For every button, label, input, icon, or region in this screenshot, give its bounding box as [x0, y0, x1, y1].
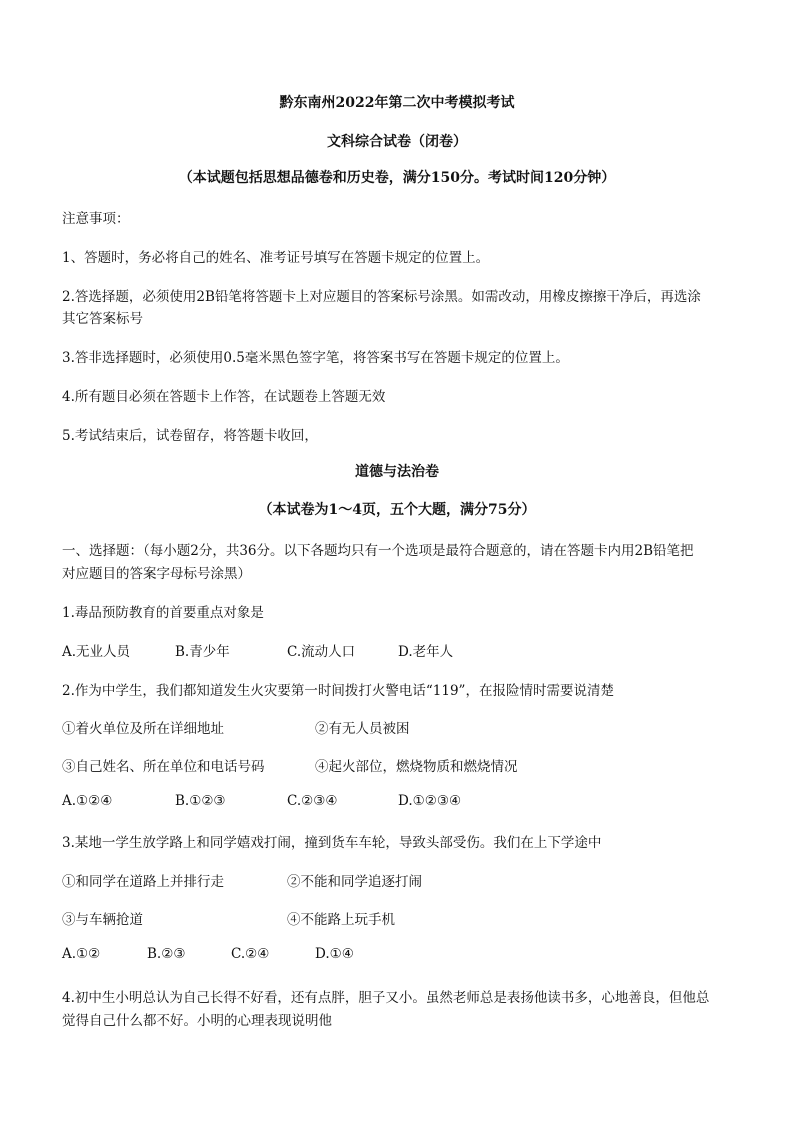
question-2-statement-1: ①着火单位及所在详细地址 — [62, 721, 224, 737]
notice-item-4: 4.所有题目必须在答题卡上作答，在试题卷上答题无效 — [62, 389, 386, 405]
question-2-statement-4: ④起火部位，燃烧物质和燃烧情况 — [315, 759, 518, 775]
question-3-option-a: A.①② — [62, 946, 101, 962]
question-3-statement-3: ③与车辆抢道 — [62, 912, 143, 928]
notice-item-2-line-2: 其它答案标号 — [62, 311, 143, 327]
question-1-option-b: B.青少年 — [175, 644, 230, 660]
question-1-option-d: D.老年人 — [398, 644, 454, 660]
question-4-stem-line-2: 觉得自己什么都不好。小明的心理表现说明他 — [62, 1013, 332, 1029]
question-3-statement-4: ④不能路上玩手机 — [287, 912, 395, 928]
question-2-statement-2: ②有无人员被困 — [315, 721, 410, 737]
question-3-option-b: B.②③ — [147, 946, 186, 962]
question-3-statement-1: ①和同学在道路上并排行走 — [62, 874, 224, 890]
question-2-option-d: D.①②③④ — [398, 793, 462, 809]
notice-item-1: 1、答题时，务必将自己的姓名、准考证号填写在答题卡规定的位置上。 — [62, 250, 490, 266]
question-1-option-c: C.流动人口 — [287, 644, 356, 660]
notice-heading: 注意事项： — [62, 211, 130, 227]
notice-item-2-line-1: 2.答选择题，必须使用2B铅笔将答题卡上对应题目的答案标号涂黑。如需改动，用橡皮擦擦干净后，再选涂 — [62, 289, 701, 305]
question-2-statement-3: ③自己姓名、所在单位和电话号码 — [62, 759, 265, 775]
question-3-statement-2: ②不能和同学追逐打闹 — [287, 874, 422, 890]
question-1-stem: 1.毒品预防教育的首要重点对象是 — [62, 605, 264, 621]
question-2-option-c: C.②③④ — [287, 793, 338, 809]
paper-title: 文科综合试卷（闭卷） — [327, 134, 467, 150]
paper-note: （本试题包括思想品德卷和历史卷，满分150分。考试时间120分钟） — [178, 170, 616, 186]
question-3-option-c: C.②④ — [231, 946, 270, 962]
question-3-stem: 3.某地一学生放学路上和同学嬉戏打闹，撞到货车车轮，导致头部受伤。我们在上下学途中 — [62, 835, 602, 851]
notice-item-3: 3.答非选择题时，必须使用0.5毫米黑色签字笔，将答案书写在答题卡规定的位置上。 — [62, 350, 569, 366]
exam-title: 黔东南州2022年第二次中考模拟考试 — [279, 95, 515, 111]
question-1-option-a: A.无业人员 — [62, 644, 131, 660]
section-note: （本试卷为1～4页，五个大题，满分75分） — [258, 502, 536, 518]
question-2-stem: 2.作为中学生，我们都知道发生火灾要第一时间拨打火警电话“119”，在报险情时需要说清楚 — [62, 683, 614, 699]
question-4-stem-line-1: 4.初中生小明总认为自己长得不好看，还有点胖，胆子又小。虽然老师总是表扬他读书多，心地善良，但他总 — [62, 990, 710, 1006]
instruction-line-1: 一、选择题：（每小题2分，共36分。以下各题均只有一个选项是最符合题意的，请在答题卡内用2B铅笔把 — [62, 543, 694, 559]
section-title: 道德与法治卷 — [355, 464, 439, 480]
notice-item-5: 5.考试结束后，试卷留存，将答题卡收回， — [62, 428, 318, 444]
question-2-option-b: B.①②③ — [175, 793, 226, 809]
question-2-option-a: A.①②④ — [62, 793, 113, 809]
instruction-line-2: 对应题目的答案字母标号涂黑） — [62, 566, 251, 582]
question-3-option-d: D.①④ — [315, 946, 354, 962]
